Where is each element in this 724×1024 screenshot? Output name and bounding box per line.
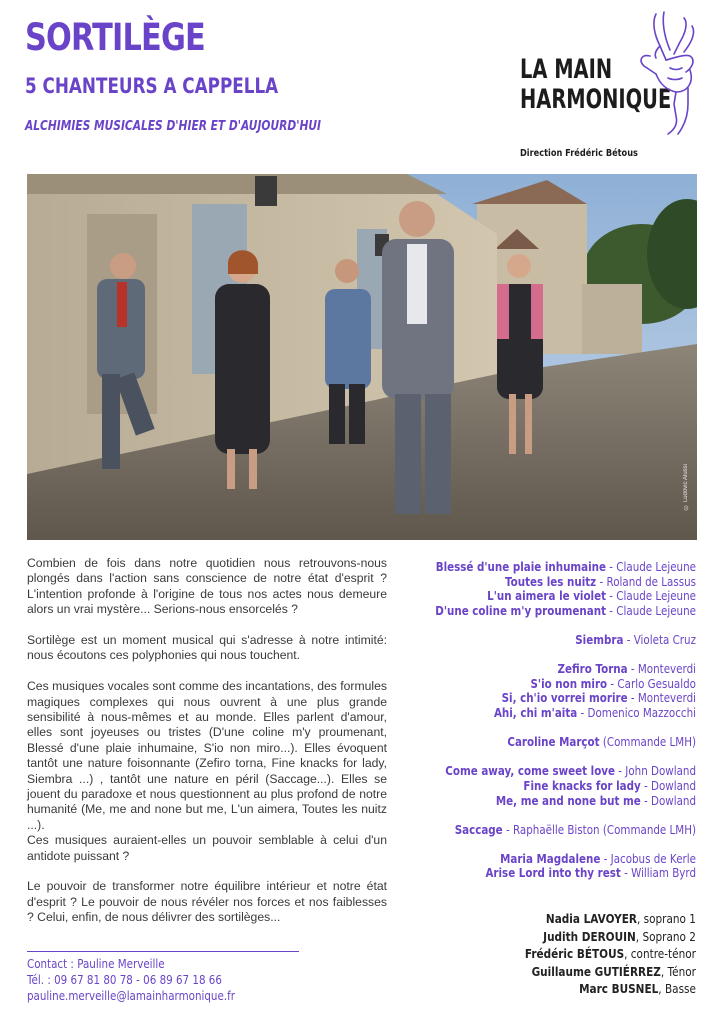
- cast-name: Frédéric BÉTOUS: [524, 947, 625, 962]
- program-item: [412, 866, 696, 881]
- cast-member: [525, 946, 696, 964]
- program-work: Saccage: [454, 822, 503, 837]
- program-composer: - Jacobus de Kerle: [600, 851, 696, 866]
- program-item: [412, 691, 696, 706]
- program-composer: - John Dowland: [615, 764, 696, 779]
- program-composer: - Claude Lejeune: [606, 560, 696, 574]
- program-work: Siembra: [575, 632, 624, 647]
- cast-member: [525, 911, 696, 929]
- program-item: [412, 852, 696, 867]
- program-group: [366, 852, 696, 881]
- program-work: Zefiro Torna: [557, 662, 628, 677]
- program-work: Toutes les nuitz: [504, 574, 597, 589]
- contact-phone[interactable]: Tél. : 09 67 81 80 78 - 06 89 67 18 66: [27, 973, 222, 987]
- program-list: [366, 560, 696, 896]
- cast-role: , Soprano 2: [635, 929, 696, 944]
- page-tagline: ALCHIMIES MUSICALES D'HIER ET D'AUJOURD'HUI: [25, 119, 322, 134]
- cast-role: , soprano 1: [637, 912, 696, 926]
- program-group: [366, 735, 696, 750]
- program-item: [412, 779, 696, 794]
- logo-direction: Direction Frédéric Bétous: [520, 148, 638, 159]
- paragraph-sortilege: Sortilège est un moment musical qui s'adresse à notre intimité: nous écoutons ces polyphonies qui nous touchent.: [27, 633, 387, 663]
- cast-name: Marc BUSNEL: [579, 982, 659, 997]
- program-item: [412, 662, 696, 677]
- contact-email[interactable]: pauline.merveille@lamainharmonique.fr: [27, 989, 235, 1003]
- photo-credit: © Ludovic Alussi: [683, 464, 689, 510]
- program-composer: - Dowland: [640, 793, 696, 808]
- group-photo: [27, 174, 697, 540]
- cast-member: [525, 929, 696, 947]
- contact-block: [27, 956, 235, 1004]
- program-item: [412, 735, 696, 750]
- cast-role: , Ténor: [660, 964, 696, 979]
- program-composer: (Commande LMH): [599, 735, 696, 750]
- cast-role: , contre-ténor: [624, 947, 696, 962]
- program-composer: - Claude Lejeune: [606, 589, 696, 604]
- program-composer: - Domenico Mazzocchi: [577, 705, 696, 720]
- program-composer: - Roland de Lassus: [596, 574, 696, 589]
- cast-name: Guillaume GUTIÉRREZ: [531, 964, 661, 979]
- program-group: [366, 823, 696, 838]
- paragraph-pouvoir: Le pouvoir de transformer notre équilibre intérieur et notre état d'esprit ? Le pouvoir de nous révéler nos forces et nos faiblesses ? Celui, enfin, de nous délivrer des sortilèges...: [27, 879, 387, 925]
- cast-name: Judith DEROUIN: [543, 929, 636, 944]
- logo-line-2: HARMONIQUE: [520, 84, 672, 115]
- program-item: [412, 706, 696, 721]
- paragraph-intro: Combien de fois dans notre quotidien nous retrouvons-nous plongés dans l'action sans conscience de notre état d'esprit ? L'intention profonde à l'origine de tous nos actes nous demeure alors un vrai mystère... Serions-nous ensorcelés ?: [27, 556, 387, 617]
- program-group: [366, 662, 696, 720]
- paragraph-antidote: Ces musiques auraient-elles un pouvoir semblable à celui d'un antidote puissant ?: [27, 833, 387, 863]
- program-work: Si, ch'io vorrei morire: [501, 691, 628, 706]
- page-subtitle: 5 CHANTEURS A CAPPELLA: [25, 74, 279, 98]
- cast-role: , Basse: [658, 982, 696, 997]
- program-composer: - Monteverdi: [627, 691, 696, 706]
- program-item: [412, 794, 696, 809]
- cast-name: Nadia LAVOYER: [545, 912, 638, 926]
- program-work: L'un aimera le violet: [487, 589, 607, 604]
- page-title: SORTILÈGE: [25, 16, 205, 59]
- contact-divider: [27, 951, 299, 952]
- logo-line-1: LA MAIN: [520, 54, 613, 85]
- program-item: [412, 764, 696, 779]
- program-composer: - Violeta Cruz: [623, 632, 696, 647]
- program-work: Caroline Marçot: [507, 735, 600, 750]
- program-work: Ahi, chi m'aita: [493, 705, 578, 720]
- program-work: Arise Lord into thy rest: [485, 866, 621, 881]
- program-item: [412, 633, 696, 648]
- program-composer: - Carlo Gesualdo: [607, 676, 696, 691]
- program-composer: - William Byrd: [620, 866, 696, 881]
- program-group: [366, 560, 696, 618]
- contact-name: Contact : Pauline Merveille: [27, 957, 165, 971]
- program-item: [412, 575, 696, 590]
- paragraph-musiques: Ces musiques vocales sont comme des incantations, des formules magiques complexes qui nous ouvrent à une plus grande sensibilité à nous-mêmes et au monde. Elles parlent d'amour, elles sont joyeuses ou tristes (D'une coline m'y proumenant, Blessé d'une plaie inhumaine, S'io non miro...). Elles évoquent tantôt une nature foisonnante (Zefiro torna, Fine knacks for lady, Siembra ...) , tantôt une nature en péril (Saccage...). Elles se jouent du paradoxe et nous questionnent au plus profond de notre humanité (Me, me and none but me, L'un aimera, Toutes les nuitz ...).: [27, 679, 387, 832]
- program-work: Fine knacks for lady: [523, 778, 641, 793]
- program-work: Come away, come sweet love: [445, 764, 616, 779]
- program-item: [412, 823, 696, 838]
- cast-member: [525, 981, 696, 999]
- program-item: [412, 604, 696, 619]
- program-group: [366, 764, 696, 808]
- cast-member: [525, 964, 696, 982]
- program-item: [412, 589, 696, 604]
- program-work: Maria Magdalene: [500, 851, 601, 866]
- program-group: [366, 633, 696, 648]
- program-composer: - Claude Lejeune: [606, 603, 696, 618]
- cast-list: [497, 911, 696, 999]
- program-work: S'io non miro: [530, 676, 608, 691]
- program-work: Me, me and none but me: [495, 793, 641, 808]
- program-composer: - Monteverdi: [627, 662, 696, 677]
- program-work: D'une coline m'y proumenant: [435, 603, 607, 618]
- program-work: Blessé d'une plaie inhumaine: [435, 560, 607, 574]
- program-composer: - Dowland: [640, 778, 696, 793]
- program-composer: - Raphaëlle Biston (Commande LMH): [502, 822, 696, 837]
- description-text: [27, 556, 387, 941]
- program-item: [412, 677, 696, 692]
- hand-icon: [626, 8, 706, 140]
- program-item: [412, 560, 696, 575]
